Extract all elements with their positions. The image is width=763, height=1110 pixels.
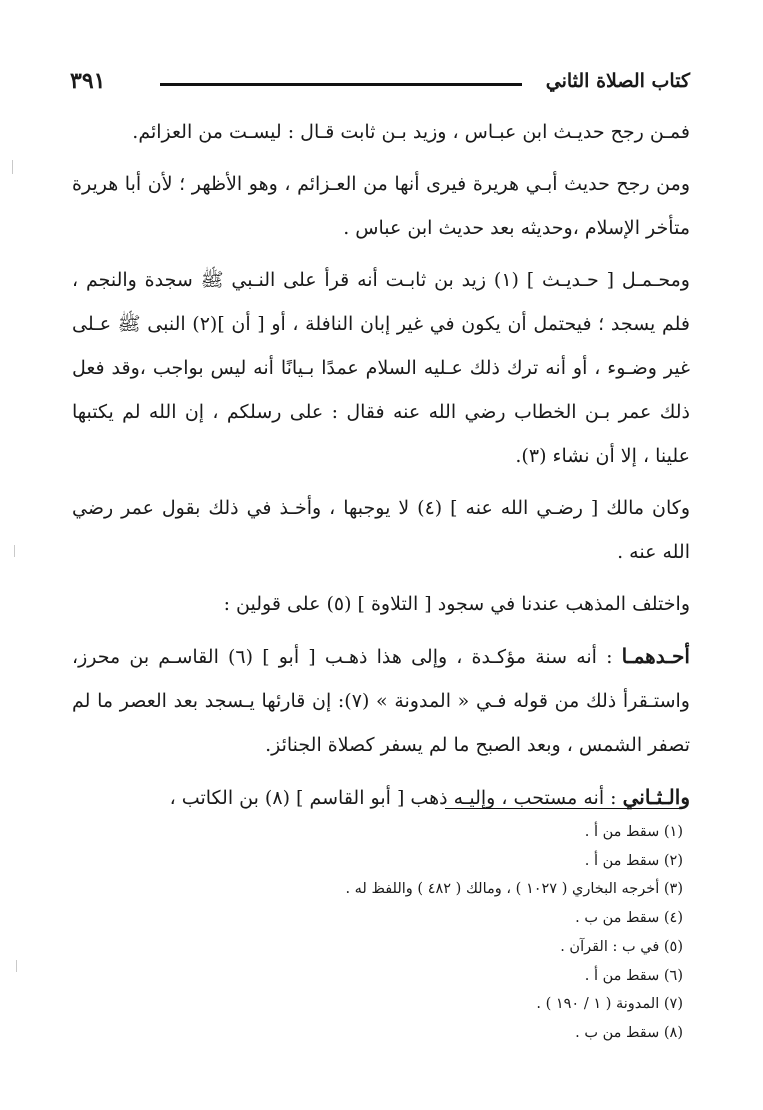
paragraph-lead: والـثـاني [622,785,690,809]
paragraph [72,634,690,767]
paragraph-text: : أنه سنة مؤكـدة ، وإلى هذا ذهـب [ أبو ] (٦) القاسـم بن محرز، واستـقرأ ذلك من قوله فـي « المدونة » (٧): إن قارئها يـسجد بعد العصر ما لم تصفر الشمس ، وبعد الصبح ما لم يسفر كصلاة الجنائز. [72,646,690,756]
paragraph-text: وكان مالك [ رضـي الله عنه ] (٤) لا يوجبها ، وأخـذ في ذلك بقول عمر رضي الله عنه . [72,497,690,563]
footnote: (٢) سقط من أ . [584,852,683,869]
paragraph [72,582,690,626]
header-rule [160,83,522,86]
paragraph-lead: أحـدهمـا [621,644,690,668]
paragraph-text: واختلف المذهب عندنا في سجود [ التلاوة ] (٥) على قولين : [223,593,690,615]
footnote: (٦) سقط من أ . [584,967,683,984]
paragraph [72,775,690,820]
paragraph [72,110,690,154]
footnote: (٤) سقط من ب . [575,910,683,927]
scan-mark [12,160,13,174]
footnote: (٣) أخرجه البخاري ( ١٠٢٧ ) ، ومالك ( ٤٨٢ ) واللفظ له . [345,881,683,898]
page-number: ٣٩١ [70,68,106,94]
footnotes [123,818,683,1048]
main-text [72,110,690,828]
paragraph-text: ومحـمـل [ حـديـث ] (١) زيد بن ثابـت أنه قرأ على النـبي ﷺ سجدة والنجم ، فلم يسجد ؛ فيحتمل أن يكون في غير إبان النافلة ، أو [ أن ](٢) النبى ﷺ عـلى غير وضـوء ، أو أنه ترك ذلك عـليه السلام عمدًا بـيانًا أنه ليس بواجب ،وقد فعل ذلك عمر بـن الخطاب رضي الله عنه فقال : على رسلكم ، إن الله لم يكتبها علينا ، إلا أن نشاء (٣). [72,269,690,467]
paragraph-text: ومن رجح حديث أبـي هريرة فيرى أنها من العـزائم ، وهو الأظهر ؛ لأن أبا هريرة متأخر الإسلام ،وحديثه بعد حديث ابن عباس . [72,173,690,239]
paragraph [72,258,690,478]
page-header [70,66,690,100]
footnote: (١) سقط من أ . [584,824,683,840]
paragraph [72,486,690,574]
footnote: (٥) في ب : القرآن . [560,938,683,955]
paragraph [72,162,690,250]
footnote-separator [445,808,683,809]
footnote: (٨) سقط من ب . [575,1024,683,1041]
paragraph-text: فمـن رجح حديـث ابن عبـاس ، وزيد بـن ثابت قـال : ليسـت من العزائم. [132,121,690,143]
paragraph-text: : أنه مستحب ، وإليـه ذهب [ أبو القاسم ] (٨) بن الكاتب ، [169,787,617,809]
footnote: (٧) المدونة ( ١ / ١٩٠ ) . [536,996,683,1013]
scan-mark [16,960,17,972]
scan-mark [14,545,15,557]
running-title: كتاب الصلاة الثاني [545,70,690,92]
